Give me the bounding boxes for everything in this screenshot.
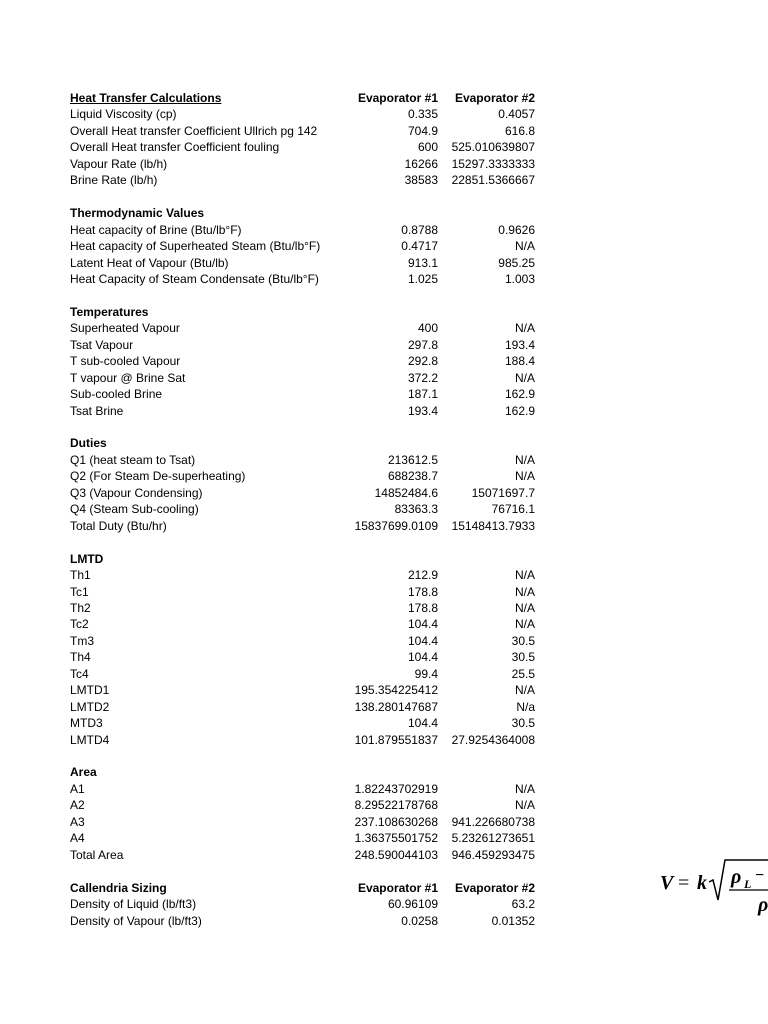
cell-evaporator-1: 14852484.6: [374, 485, 438, 500]
row-label: Heat Capacity of Steam Condensate (Btu/lb°F): [70, 271, 319, 286]
row-label: Heat capacity of Superheated Steam (Btu/lb°F): [70, 239, 321, 254]
cell-evaporator-2: 193.4: [504, 337, 535, 352]
cell-evaporator-1: 704.9: [407, 123, 438, 138]
cell-evaporator-2: N/A: [514, 683, 535, 698]
section-header-row: [0, 90, 768, 106]
row-label: Density of Vapour (lb/ft3): [70, 913, 202, 928]
cell-evaporator-1: 60.96109: [387, 897, 438, 912]
table-row: [0, 123, 768, 139]
table-row: [0, 847, 768, 863]
section-header-row: [0, 551, 768, 567]
cell-evaporator-2: N/A: [514, 469, 535, 484]
table-row: [0, 485, 768, 501]
row-label: Th4: [70, 650, 91, 665]
table-row: [0, 337, 768, 353]
cell-evaporator-2: 941.226680738: [451, 814, 535, 829]
cell-evaporator-2: 15148413.7933: [451, 518, 535, 533]
cell-evaporator-2: 30.5: [511, 633, 535, 648]
cell-evaporator-1: 104.4: [407, 650, 438, 665]
cell-evaporator-2: 0.9626: [498, 222, 535, 237]
table-row: [0, 797, 768, 813]
cell-evaporator-1: 99.4: [414, 666, 438, 681]
cell-evaporator-1: 193.4: [407, 403, 438, 418]
cell-evaporator-2: 76716.1: [491, 502, 535, 517]
velocity-formula: [658, 856, 768, 916]
cell-evaporator-1: 1.025: [407, 271, 438, 286]
cell-evaporator-1: 292.8: [407, 354, 438, 369]
cell-evaporator-2: N/A: [514, 617, 535, 632]
section-title: Temperatures: [70, 304, 149, 319]
cell-evaporator-2: 30.5: [511, 716, 535, 731]
cell-evaporator-1: 213612.5: [387, 452, 438, 467]
cell-evaporator-2: 1.003: [504, 271, 535, 286]
cell-evaporator-1: 104.4: [407, 716, 438, 731]
table-row: [0, 699, 768, 715]
cell-evaporator-1: 0.335: [407, 107, 438, 122]
table-row: [0, 633, 768, 649]
cell-evaporator-1: 248.590044103: [354, 847, 438, 862]
row-label: A2: [70, 798, 85, 813]
row-label: T vapour @ Brine Sat: [70, 370, 186, 385]
cell-evaporator-2: N/A: [514, 568, 535, 583]
row-label: LMTD1: [70, 683, 110, 698]
table-row: [0, 830, 768, 846]
cell-evaporator-2: N/A: [514, 239, 535, 254]
cell-evaporator-2: N/A: [514, 584, 535, 599]
table-row: [0, 666, 768, 682]
section-title: LMTD: [70, 551, 104, 566]
row-label: Th1: [70, 568, 91, 583]
cell-evaporator-2: 15297.3333333: [451, 156, 535, 171]
cell-evaporator-2: 188.4: [504, 354, 535, 369]
table-row: [0, 370, 768, 386]
section-title: Callendria Sizing: [70, 880, 167, 895]
table-row: [0, 139, 768, 155]
table-row: [0, 271, 768, 287]
cell-evaporator-2: 25.5: [511, 666, 535, 681]
section-title: Heat Transfer Calculations: [70, 91, 222, 105]
table-row: [0, 255, 768, 271]
table-row: [0, 616, 768, 632]
cell-evaporator-1: 101.879551837: [354, 732, 438, 747]
cell-evaporator-2: 30.5: [511, 650, 535, 665]
cell-evaporator-1: 688238.7: [387, 469, 438, 484]
row-label: Th2: [70, 600, 91, 615]
cell-evaporator-1: 8.29522178768: [354, 798, 438, 813]
table-row: [0, 452, 768, 468]
table-row: [0, 403, 768, 419]
cell-evaporator-1: 38583: [404, 173, 438, 188]
row-label: Tsat Brine: [70, 403, 124, 418]
cell-evaporator-2: 162.9: [504, 403, 535, 418]
row-label: Q3 (Vapour Condensing): [70, 485, 203, 500]
table-row: [0, 518, 768, 534]
section-header-row: [0, 205, 768, 221]
cell-evaporator-1: 400: [417, 321, 438, 336]
table-row: [0, 320, 768, 336]
cell-evaporator-1: 104.4: [407, 633, 438, 648]
table-row: [0, 468, 768, 484]
cell-evaporator-1: 372.2: [407, 370, 438, 385]
row-label: LMTD2: [70, 699, 110, 714]
cell-evaporator-1: 0.0258: [401, 913, 438, 928]
formula-minus: −: [755, 867, 765, 884]
row-label: Tc2: [70, 617, 89, 632]
cell-evaporator-1: 83363.3: [394, 502, 438, 517]
row-label: Q1 (heat steam to Tsat): [70, 452, 196, 467]
cell-evaporator-1: 138.280147687: [354, 699, 438, 714]
cell-evaporator-1: 178.8: [407, 600, 438, 615]
row-label: Total Duty (Btu/hr): [70, 518, 167, 533]
column-header-evaporator-2: Evaporator #2: [454, 91, 535, 105]
cell-evaporator-1: 0.4717: [401, 239, 438, 254]
row-label: Tsat Vapour: [70, 337, 134, 352]
cell-evaporator-1: 15837699.0109: [354, 518, 438, 533]
table-row: [0, 732, 768, 748]
row-label: Overall Heat transfer Coefficient Ullrich pg 142: [70, 123, 318, 138]
table-row: [0, 584, 768, 600]
cell-evaporator-2: N/A: [514, 600, 535, 615]
cell-evaporator-2: N/A: [514, 370, 535, 385]
cell-evaporator-2: N/A: [514, 781, 535, 796]
formula-rho-liquid: ρ: [731, 866, 742, 888]
cell-evaporator-2: 63.2: [511, 897, 535, 912]
cell-evaporator-2: 22851.5366667: [451, 173, 535, 188]
row-label: Vapour Rate (lb/h): [70, 156, 168, 171]
cell-evaporator-2: 15071697.7: [471, 485, 535, 500]
cell-evaporator-2: N/a: [516, 699, 535, 714]
cell-evaporator-1: 1.82243702919: [354, 781, 438, 796]
row-label: Superheated Vapour: [70, 321, 180, 336]
section-header-row: [0, 764, 768, 780]
section-header-row: [0, 304, 768, 320]
table-row: [0, 682, 768, 698]
cell-evaporator-2: 616.8: [504, 123, 535, 138]
cell-evaporator-2: 162.9: [504, 387, 535, 402]
cell-evaporator-2: 985.25: [498, 255, 535, 270]
cell-evaporator-1: 297.8: [407, 337, 438, 352]
table-row: [0, 814, 768, 830]
cell-evaporator-1: 178.8: [407, 584, 438, 599]
table-row: [0, 501, 768, 517]
row-label: LMTD4: [70, 732, 110, 747]
section-title: Thermodynamic Values: [70, 206, 205, 221]
formula-rho-vapour: ρ: [758, 894, 768, 916]
cell-evaporator-1: 237.108630268: [354, 814, 438, 829]
column-header-evaporator-2: Evaporator #2: [454, 880, 535, 895]
row-label: Tc4: [70, 666, 89, 681]
section-title: Duties: [70, 436, 107, 451]
cell-evaporator-2: 0.4057: [498, 107, 535, 122]
row-label: Q2 (For Steam De-superheating): [70, 469, 246, 484]
row-label: A4: [70, 831, 85, 846]
formula-graphic: [658, 856, 768, 916]
row-label: Liquid Viscosity (cp): [70, 107, 177, 122]
table-row: [0, 715, 768, 731]
row-label: A3: [70, 814, 85, 829]
table-row: [0, 600, 768, 616]
cell-evaporator-1: 104.4: [407, 617, 438, 632]
cell-evaporator-1: 16266: [404, 156, 438, 171]
cell-evaporator-2: N/A: [514, 452, 535, 467]
table-row: [0, 238, 768, 254]
section-header-row: [0, 435, 768, 451]
cell-evaporator-1: 187.1: [407, 387, 438, 402]
row-label: Heat capacity of Brine (Btu/lb°F): [70, 222, 242, 237]
cell-evaporator-2: N/A: [514, 798, 535, 813]
column-header-evaporator-1: Evaporator #1: [357, 91, 438, 105]
table-row: [0, 567, 768, 583]
row-label: Brine Rate (lb/h): [70, 173, 158, 188]
table-row: [0, 896, 768, 912]
table-row: [0, 386, 768, 402]
table-row: [0, 781, 768, 797]
table-row: [0, 649, 768, 665]
row-label: Overall Heat transfer Coefficient fouling: [70, 140, 280, 155]
formula-equals: =: [678, 872, 690, 894]
cell-evaporator-2: N/A: [514, 321, 535, 336]
cell-evaporator-1: 913.1: [407, 255, 438, 270]
cell-evaporator-1: 195.354225412: [354, 683, 438, 698]
table-row: [0, 222, 768, 238]
row-label: Q4 (Steam Sub-cooling): [70, 502, 199, 517]
formula-k: k: [697, 872, 707, 894]
column-header-evaporator-1: Evaporator #1: [357, 880, 438, 895]
cell-evaporator-2: 0.01352: [491, 913, 535, 928]
table-row: [0, 172, 768, 188]
row-label: Sub-cooled Brine: [70, 387, 163, 402]
table-row: [0, 106, 768, 122]
section-header-row: [0, 880, 768, 896]
row-label: A1: [70, 781, 85, 796]
formula-lhs: V: [660, 872, 674, 894]
row-label: MTD3: [70, 716, 103, 731]
row-label: Latent Heat of Vapour (Btu/lb): [70, 255, 229, 270]
table-row: [0, 353, 768, 369]
cell-evaporator-2: 525.010639807: [451, 140, 535, 155]
cell-evaporator-1: 212.9: [407, 568, 438, 583]
row-label: Tc1: [70, 584, 89, 599]
table-row: [0, 156, 768, 172]
row-label: Density of Liquid (lb/ft3): [70, 897, 197, 912]
row-label: Total Area: [70, 847, 124, 862]
cell-evaporator-2: 5.23261273651: [451, 831, 535, 846]
cell-evaporator-1: 1.36375501752: [354, 831, 438, 846]
cell-evaporator-1: 0.8788: [401, 222, 438, 237]
row-label: T sub-cooled Vapour: [70, 354, 181, 369]
row-label: Tm3: [70, 633, 94, 648]
cell-evaporator-2: 946.459293475: [451, 847, 535, 862]
formula-sub-l: L: [744, 877, 752, 891]
cell-evaporator-2: 27.9254364008: [451, 732, 535, 747]
section-title: Area: [70, 765, 97, 780]
table-row: [0, 913, 768, 929]
cell-evaporator-1: 600: [417, 140, 438, 155]
